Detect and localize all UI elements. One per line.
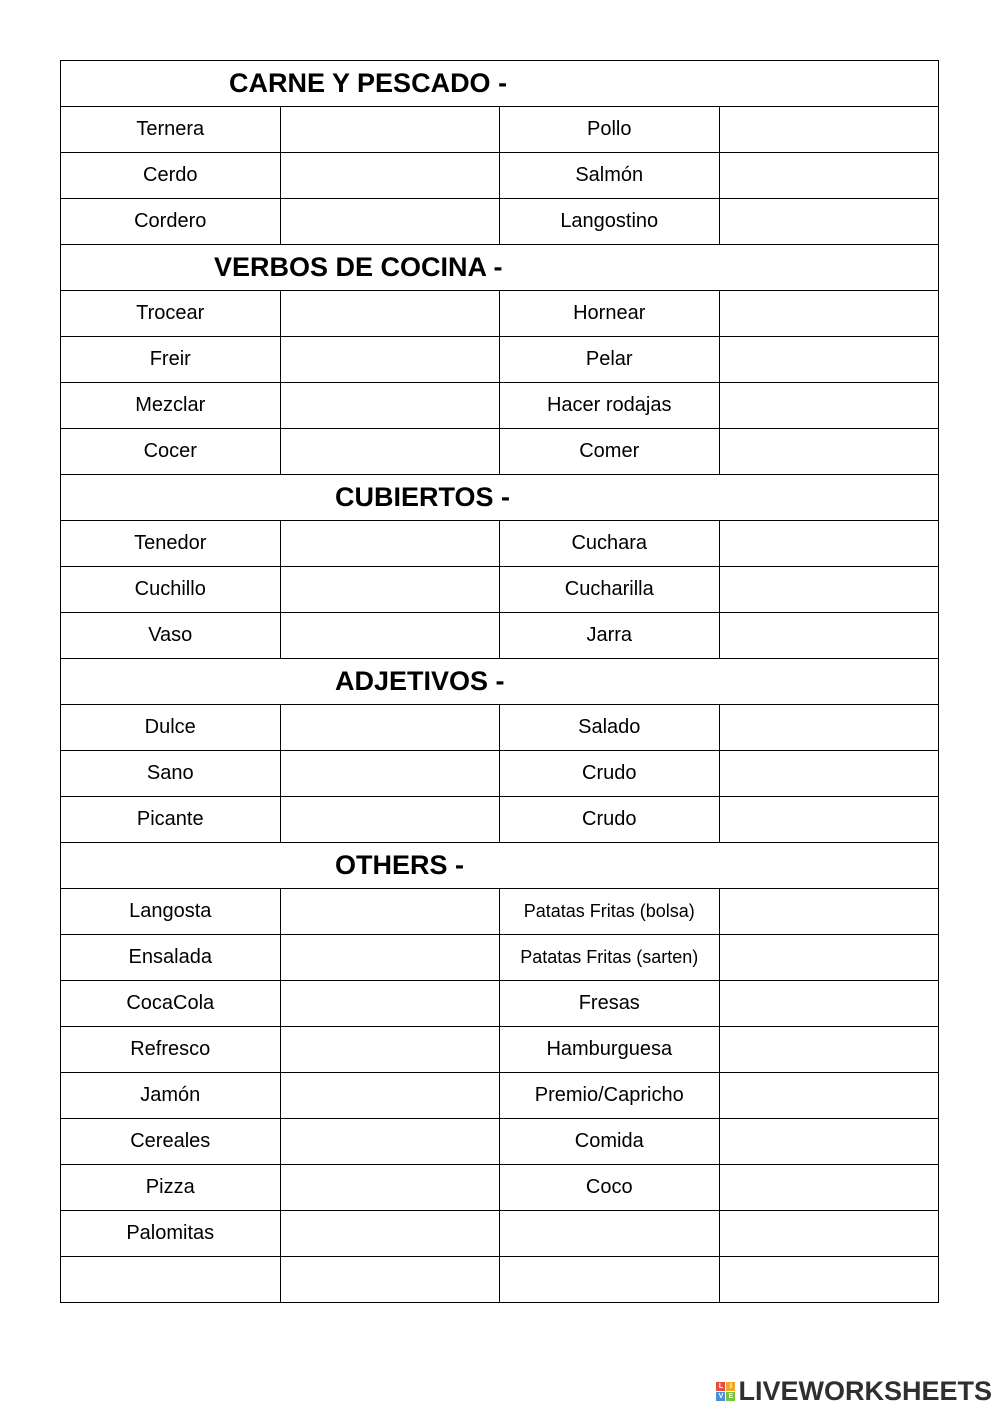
word-cell: Cocer <box>61 429 281 475</box>
table-row <box>61 935 939 981</box>
liveworksheets-logo-mark <box>716 1382 735 1401</box>
answer-cell[interactable] <box>280 889 500 935</box>
answer-cell[interactable] <box>280 797 500 843</box>
word-cell: Hornear <box>500 291 720 337</box>
answer-cell[interactable] <box>719 429 939 475</box>
liveworksheets-logo-text: LIVEWORKSHEETS <box>738 1376 992 1406</box>
answer-cell[interactable] <box>280 383 500 429</box>
answer-cell[interactable] <box>719 107 939 153</box>
table-row <box>61 153 939 199</box>
table-row <box>61 613 939 659</box>
word-cell: Trocear <box>61 291 281 337</box>
section-header-row <box>61 659 939 705</box>
table-row <box>61 1073 939 1119</box>
answer-cell[interactable] <box>719 521 939 567</box>
answer-cell[interactable] <box>719 337 939 383</box>
word-cell <box>61 1257 281 1303</box>
liveworksheets-logo <box>716 1376 992 1407</box>
word-cell: Salado <box>500 705 720 751</box>
word-cell: Refresco <box>61 1027 281 1073</box>
word-cell: Patatas Fritas (sarten) <box>500 935 720 981</box>
answer-cell[interactable] <box>280 1119 500 1165</box>
answer-cell[interactable] <box>719 291 939 337</box>
answer-cell[interactable] <box>280 981 500 1027</box>
answer-cell[interactable] <box>719 981 939 1027</box>
word-cell: Palomitas <box>61 1211 281 1257</box>
word-cell: Sano <box>61 751 281 797</box>
table-row <box>61 383 939 429</box>
answer-cell[interactable] <box>719 1027 939 1073</box>
table-row <box>61 429 939 475</box>
answer-cell[interactable] <box>719 935 939 981</box>
word-cell <box>500 1211 720 1257</box>
answer-cell[interactable] <box>280 1027 500 1073</box>
answer-cell[interactable] <box>280 153 500 199</box>
answer-cell[interactable] <box>719 567 939 613</box>
word-cell: Crudo <box>500 797 720 843</box>
word-cell: Cuchillo <box>61 567 281 613</box>
word-cell: Vaso <box>61 613 281 659</box>
logo-mark-letter: E <box>726 1392 735 1401</box>
word-cell: Dulce <box>61 705 281 751</box>
table-row <box>61 889 939 935</box>
word-cell: Tenedor <box>61 521 281 567</box>
section-header-row <box>61 475 939 521</box>
table-row <box>61 291 939 337</box>
word-cell: Patatas Fritas (bolsa) <box>500 889 720 935</box>
word-cell: Hacer rodajas <box>500 383 720 429</box>
table-row <box>61 107 939 153</box>
answer-cell[interactable] <box>280 1165 500 1211</box>
word-cell: Pollo <box>500 107 720 153</box>
table-row <box>61 199 939 245</box>
answer-cell[interactable] <box>280 199 500 245</box>
answer-cell[interactable] <box>280 291 500 337</box>
answer-cell[interactable] <box>719 153 939 199</box>
answer-cell[interactable] <box>280 107 500 153</box>
table-row <box>61 1027 939 1073</box>
table-row <box>61 1119 939 1165</box>
answer-cell[interactable] <box>280 935 500 981</box>
word-cell: Hamburguesa <box>500 1027 720 1073</box>
word-cell: Fresas <box>500 981 720 1027</box>
answer-cell[interactable] <box>280 705 500 751</box>
section-title: VERBOS DE COCINA - <box>61 245 939 291</box>
section-header-row <box>61 61 939 107</box>
table-row <box>61 1165 939 1211</box>
word-cell: Ensalada <box>61 935 281 981</box>
logo-mark-letter: L <box>716 1382 725 1391</box>
section-title: OTHERS - <box>61 843 939 889</box>
section-title: ADJETIVOS - <box>61 659 939 705</box>
table-row <box>61 705 939 751</box>
answer-cell[interactable] <box>280 521 500 567</box>
word-cell: Mezclar <box>61 383 281 429</box>
word-cell: Coco <box>500 1165 720 1211</box>
answer-cell[interactable] <box>719 1073 939 1119</box>
answer-cell[interactable] <box>719 751 939 797</box>
answer-cell[interactable] <box>280 1211 500 1257</box>
table-row <box>61 981 939 1027</box>
section-header-row <box>61 245 939 291</box>
word-cell: Cucharilla <box>500 567 720 613</box>
word-cell: Langostino <box>500 199 720 245</box>
table-row <box>61 1211 939 1257</box>
word-cell: Comer <box>500 429 720 475</box>
answer-cell[interactable] <box>719 613 939 659</box>
answer-cell[interactable] <box>719 797 939 843</box>
answer-cell[interactable] <box>719 1119 939 1165</box>
table-row <box>61 1257 939 1303</box>
answer-cell[interactable] <box>280 337 500 383</box>
table-row <box>61 337 939 383</box>
word-cell: Cereales <box>61 1119 281 1165</box>
table-row <box>61 797 939 843</box>
word-cell: Freir <box>61 337 281 383</box>
word-cell: Cuchara <box>500 521 720 567</box>
word-cell: Pelar <box>500 337 720 383</box>
answer-cell[interactable] <box>719 889 939 935</box>
answer-cell[interactable] <box>280 429 500 475</box>
word-cell: CocaCola <box>61 981 281 1027</box>
answer-cell[interactable] <box>280 567 500 613</box>
word-cell: Comida <box>500 1119 720 1165</box>
logo-mark-letter: V <box>716 1392 725 1401</box>
word-cell <box>500 1257 720 1303</box>
word-cell: Langosta <box>61 889 281 935</box>
word-cell: Crudo <box>500 751 720 797</box>
answer-cell[interactable] <box>719 705 939 751</box>
table-row <box>61 567 939 613</box>
logo-mark-letter: I <box>726 1382 735 1391</box>
word-cell: Cerdo <box>61 153 281 199</box>
answer-cell[interactable] <box>719 1165 939 1211</box>
word-cell: Premio/Capricho <box>500 1073 720 1119</box>
word-cell: Salmón <box>500 153 720 199</box>
answer-cell[interactable] <box>719 383 939 429</box>
section-title: CUBIERTOS - <box>61 475 939 521</box>
section-title: CARNE Y PESCADO - <box>61 61 939 107</box>
answer-cell[interactable] <box>280 1257 500 1303</box>
word-cell: Jarra <box>500 613 720 659</box>
word-cell: Pizza <box>61 1165 281 1211</box>
answer-cell[interactable] <box>280 751 500 797</box>
word-cell: Ternera <box>61 107 281 153</box>
answer-cell[interactable] <box>719 199 939 245</box>
word-cell: Cordero <box>61 199 281 245</box>
section-header-row <box>61 843 939 889</box>
vocabulary-table <box>60 60 939 1303</box>
answer-cell[interactable] <box>280 1073 500 1119</box>
answer-cell[interactable] <box>719 1211 939 1257</box>
word-cell: Picante <box>61 797 281 843</box>
word-cell: Jamón <box>61 1073 281 1119</box>
answer-cell[interactable] <box>280 613 500 659</box>
table-row <box>61 751 939 797</box>
answer-cell[interactable] <box>719 1257 939 1303</box>
table-row <box>61 521 939 567</box>
